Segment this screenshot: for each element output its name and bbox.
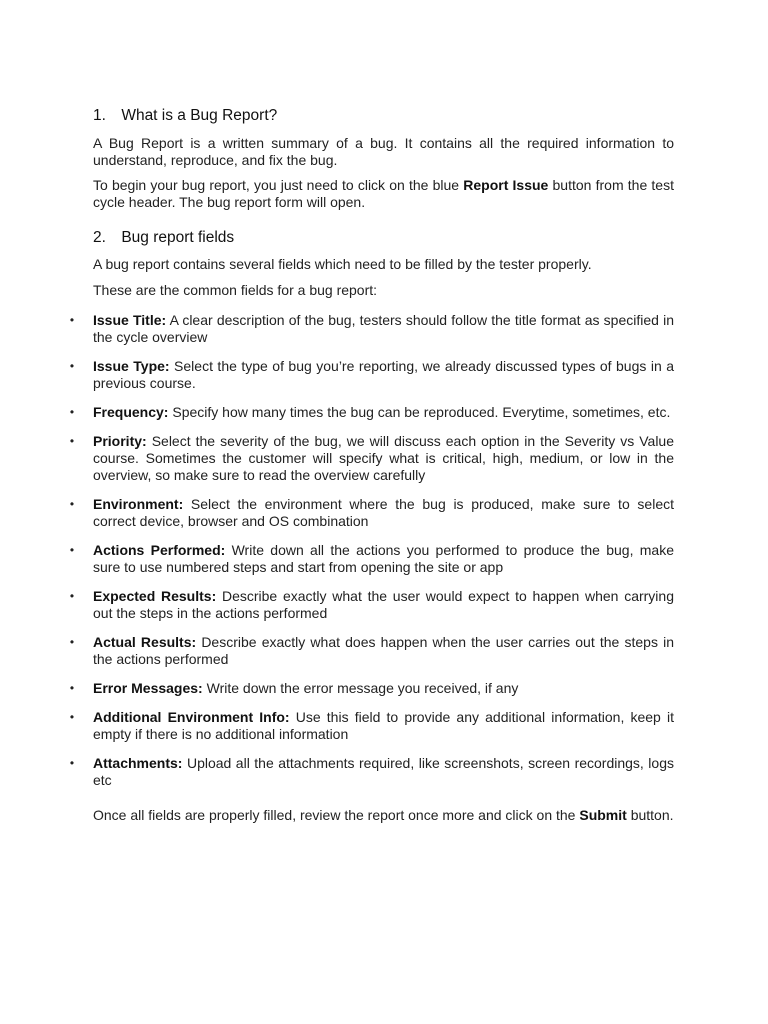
fields-intro: A bug report contains several fields which need to be filled by the tester properly. bbox=[93, 256, 592, 272]
list-item bbox=[69, 433, 674, 484]
list-item bbox=[69, 542, 674, 576]
field-label: Actual Results: bbox=[93, 634, 197, 650]
field-description: Upload all the attachments required, like screenshots, screen recordings, logs etc bbox=[93, 755, 674, 788]
field-description: Describe exactly what the user would expect to happen when carrying out the steps in the actions performed bbox=[93, 588, 674, 621]
list-item bbox=[69, 709, 674, 743]
field-description: Describe exactly what does happen when the user carries out the steps in the actions performed bbox=[93, 634, 674, 667]
field-label: Attachments: bbox=[93, 755, 183, 771]
bullet-icon: • bbox=[69, 681, 75, 695]
field-label: Error Messages: bbox=[93, 680, 203, 696]
section-2-title: Bug report fields bbox=[121, 229, 235, 246]
report-issue-term: Report Issue bbox=[463, 177, 549, 193]
field-label: Priority: bbox=[93, 433, 147, 449]
document-body bbox=[69, 106, 674, 824]
section-1-title: What is a Bug Report? bbox=[121, 107, 278, 124]
field-label: Expected Results: bbox=[93, 588, 217, 604]
bullet-icon: • bbox=[69, 635, 75, 649]
bullet-icon: • bbox=[69, 710, 75, 724]
bug-report-definition: A Bug Report is a written summary of a bug. It contains all the required information to understand, reproduce, and fix the bug. bbox=[93, 135, 674, 168]
section-1-number: 1. bbox=[93, 107, 106, 124]
section-2-number: 2. bbox=[93, 229, 106, 246]
submit-term: Submit bbox=[579, 807, 627, 823]
field-description: Write down the error message you received, if any bbox=[202, 680, 519, 696]
field-label: Environment: bbox=[93, 496, 184, 512]
field-label: Issue Type: bbox=[93, 358, 170, 374]
closing-prefix: Once all fields are properly filled, review the report once more and click on the bbox=[93, 807, 580, 823]
field-description: Specify how many times the bug can be reproduced. Everytime, sometimes, etc. bbox=[168, 404, 671, 420]
section-1-heading bbox=[93, 106, 674, 125]
bullet-icon: • bbox=[69, 434, 75, 448]
section-2-heading bbox=[93, 228, 674, 247]
list-item bbox=[69, 680, 674, 697]
field-label: Issue Title: bbox=[93, 312, 167, 328]
bullet-icon: • bbox=[69, 543, 75, 557]
field-description: Select the environment where the bug is produced, make sure to select correct device, browser and OS combination bbox=[93, 496, 674, 529]
field-description: Write down all the actions you performed to produce the bug, make sure to use numbered steps and start from opening the site or app bbox=[93, 542, 674, 575]
field-label: Actions Performed: bbox=[93, 542, 226, 558]
begin-suffix: button from the test cycle header. The bug report form will open. bbox=[93, 177, 674, 210]
begin-report-paragraph bbox=[93, 177, 674, 211]
field-description: Select the type of bug you’re reporting, we already discussed types of bugs in a previous course. bbox=[93, 358, 674, 391]
bullet-icon: • bbox=[69, 497, 75, 511]
field-label: Frequency: bbox=[93, 404, 169, 420]
begin-prefix: To begin your bug report, you just need to click on the blue bbox=[93, 177, 464, 193]
list-item bbox=[69, 496, 674, 530]
list-item bbox=[69, 312, 674, 346]
bullet-icon: • bbox=[69, 313, 75, 327]
list-item bbox=[69, 404, 674, 421]
common-fields-label: These are the common fields for a bug report: bbox=[93, 282, 378, 298]
field-label: Additional Environment Info: bbox=[93, 709, 290, 725]
bullet-icon: • bbox=[69, 589, 75, 603]
field-list bbox=[69, 312, 674, 789]
closing-suffix: button. bbox=[626, 807, 674, 823]
list-item bbox=[69, 358, 674, 392]
list-item bbox=[69, 755, 674, 789]
field-description: A clear description of the bug, testers should follow the title format as specified in the cycle overview bbox=[93, 312, 674, 345]
field-description: Use this field to provide any additional information, keep it empty if there is no additional information bbox=[93, 709, 674, 742]
closing-paragraph bbox=[93, 807, 674, 824]
field-description: Select the severity of the bug, we will discuss each option in the Severity vs Value course. Sometimes the customer will specify what is critical, high, medium, or low in the overview, so make sure to read the overview carefully bbox=[93, 433, 674, 483]
list-item bbox=[69, 634, 674, 668]
bullet-icon: • bbox=[69, 405, 75, 419]
bullet-icon: • bbox=[69, 359, 75, 373]
bullet-icon: • bbox=[69, 756, 75, 770]
list-item bbox=[69, 588, 674, 622]
